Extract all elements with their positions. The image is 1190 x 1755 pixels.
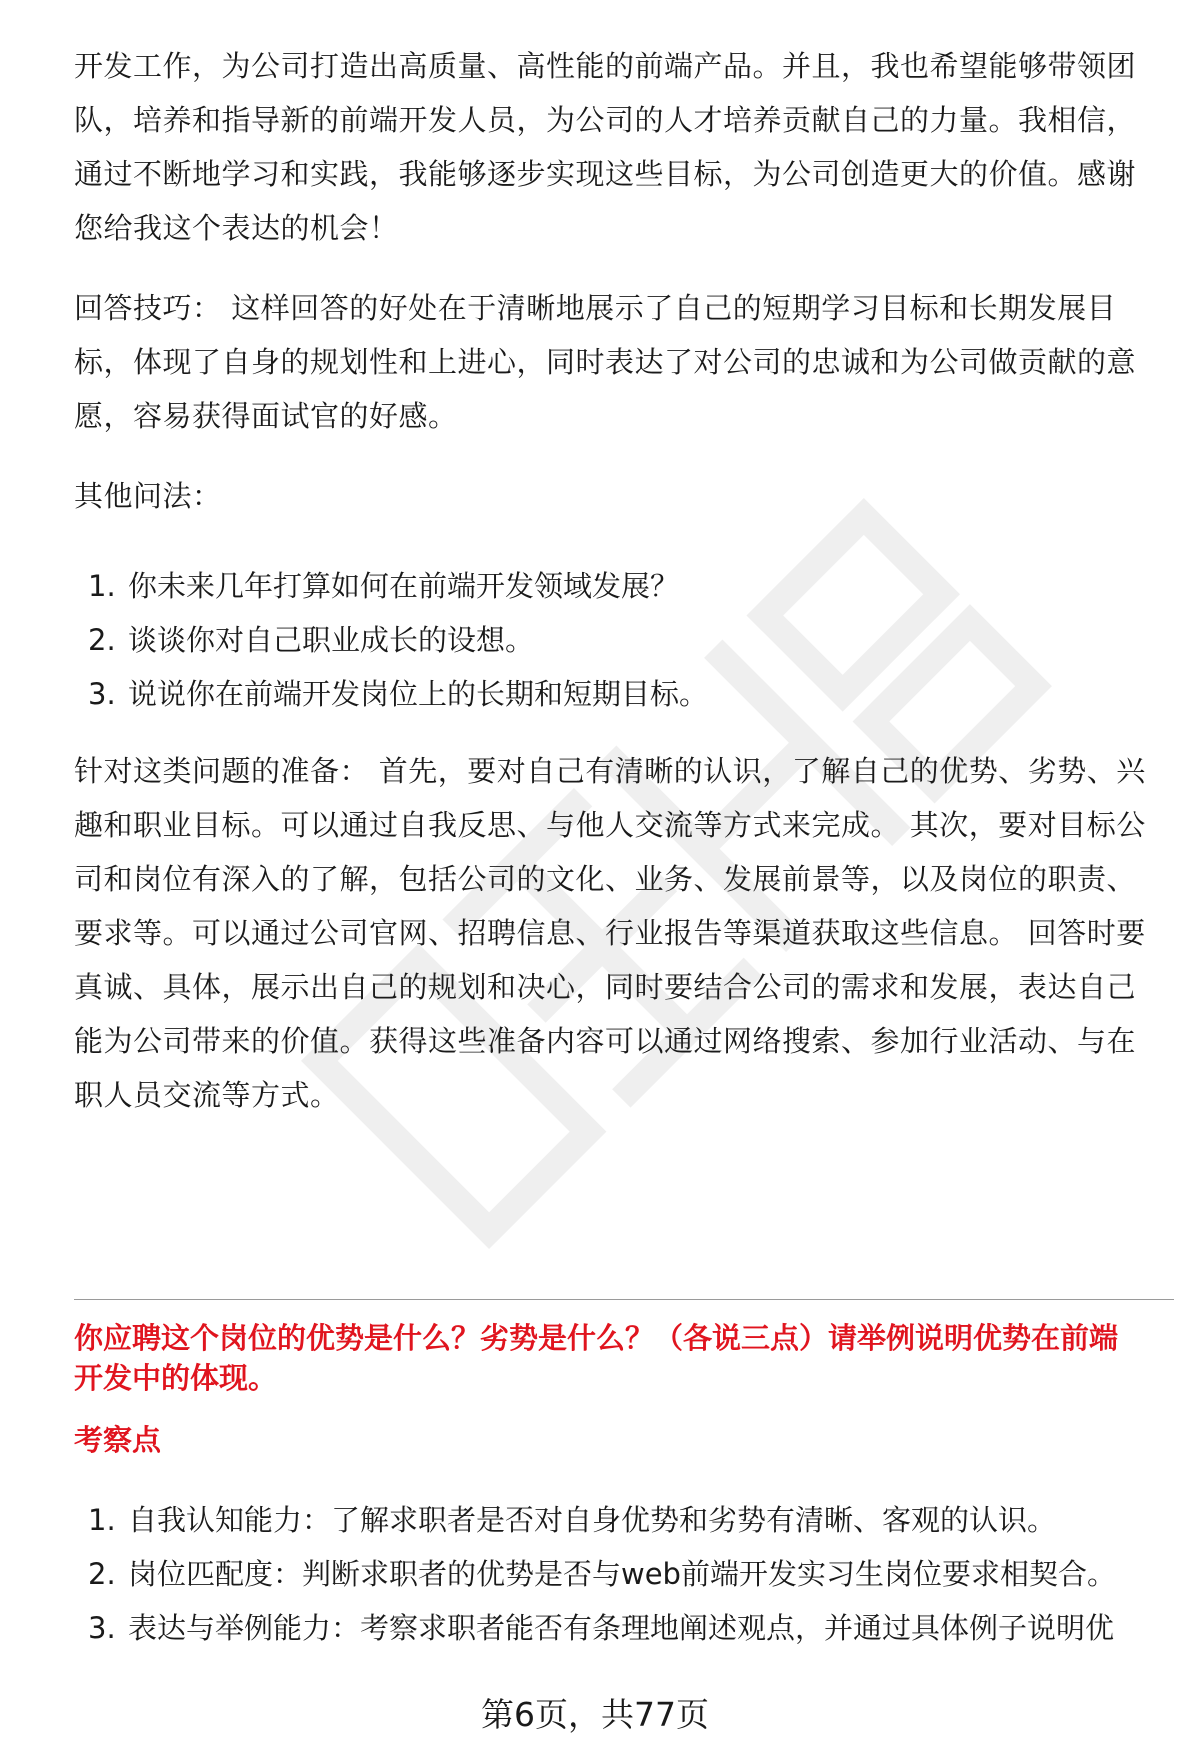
- list-text: 你未来几年打算如何在前端开发领域发展？: [128, 569, 680, 603]
- list-item: [88, 566, 1168, 606]
- section-divider: [74, 1299, 1174, 1300]
- list-item: [88, 1500, 1168, 1540]
- list-number: 2.: [88, 623, 116, 657]
- paragraph-line: 通过不断地学习和实践，我能够逐步实现这些目标，为公司创造更大的价值。感谢: [74, 157, 1137, 191]
- prep-line: 要求等。可以通过公司官网、招聘信息、行业报告等渠道获取这些信息。 回答时要: [74, 916, 1146, 950]
- paragraph-line: 队，培养和指导新的前端开发人员，为公司的人才培养贡献自己的力量。我相信，: [74, 103, 1137, 137]
- list-text: 说说你在前端开发岗位上的长期和短期目标。: [128, 677, 709, 711]
- prep-line: 针对这类问题的准备： 首先，要对自己有清晰的认识，了解自己的优势、劣势、兴: [74, 754, 1146, 788]
- list-item: [88, 674, 1168, 714]
- prep-line: 真诚、具体，展示出自己的规划和决心，同时要结合公司的需求和发展，表达自己: [74, 970, 1137, 1004]
- list-item: [88, 1608, 1168, 1648]
- list-number: 1.: [88, 1503, 116, 1537]
- question-title-line: 你应聘这个岗位的优势是什么？劣势是什么？（各说三点）请举例说明优势在前端: [74, 1321, 1119, 1355]
- list-text: 自我认知能力：了解求职者是否对自身优势和劣势有清晰、客观的认识。: [128, 1503, 1057, 1537]
- page-number: 第6页，共77页: [481, 1695, 709, 1734]
- list-text: 岗位匹配度：判断求职者的优势是否与web前端开发实习生岗位要求相契合。: [128, 1557, 1116, 1591]
- points-heading: 考察点: [74, 1423, 162, 1457]
- list-number: 3.: [88, 677, 116, 711]
- list-number: 1.: [88, 569, 116, 603]
- prep-line: 司和岗位有深入的了解，包括公司的文化、业务、发展前景等，以及岗位的职责、: [74, 862, 1137, 896]
- list-number: 2.: [88, 1557, 116, 1591]
- prep-line: 职人员交流等方式。: [74, 1078, 340, 1112]
- list-number: 3.: [88, 1611, 116, 1645]
- prep-line: 趣和职业目标。可以通过自我反思、与他人交流等方式来完成。 其次，要对目标公: [74, 808, 1146, 842]
- list-item: [88, 1554, 1168, 1594]
- tips-line: 愿，容易获得面试官的好感。: [74, 399, 458, 433]
- tips-line: 回答技巧： 这样回答的好处在于清晰地展示了自己的短期学习目标和长期发展目: [74, 291, 1117, 325]
- list-item: [88, 620, 1168, 660]
- paragraph-line: 开发工作，为公司打造出高质量、高性能的前端产品。并且，我也希望能够带领团: [74, 49, 1137, 83]
- other-questions-heading: 其他问法：: [74, 479, 222, 513]
- paragraph-line: 您给我这个表达的机会！: [74, 211, 399, 245]
- list-text: 表达与举例能力：考察求职者能否有条理地阐述观点，并通过具体例子说明优: [128, 1611, 1115, 1645]
- question-title: [74, 1318, 1174, 1398]
- tips-line: 标，体现了自身的规划性和上进心，同时表达了对公司的忠诚和为公司做贡献的意: [74, 345, 1137, 379]
- list-text: 谈谈你对自己职业成长的设想。: [128, 623, 535, 657]
- question-title-line: 开发中的体现。: [74, 1361, 278, 1395]
- prep-line: 能为公司带来的价值。获得这些准备内容可以通过网络搜索、参加行业活动、与在: [74, 1024, 1137, 1058]
